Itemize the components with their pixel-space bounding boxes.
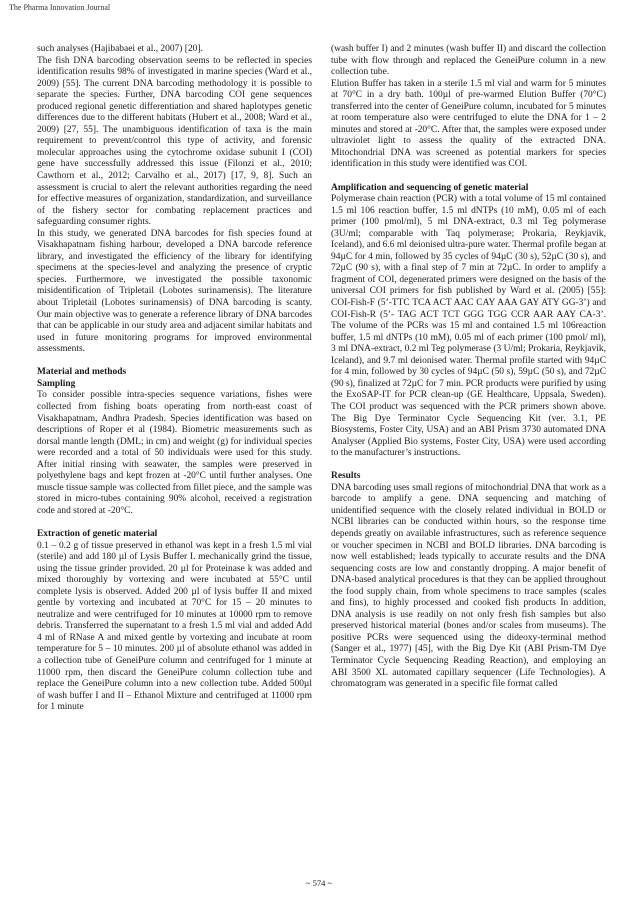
paragraph: (wash buffer I) and 2 minutes (wash buffer II) and discard the collection tube with flow through and replaced the GeneiPure column in a new collection tube. [331, 44, 606, 78]
paragraph: DNA barcoding uses small regions of mitochondrial DNA that work as a barcode to amplify a gene. DNA sequencing and matching of unidentified sequence with the closely related individual in BOLD or NCBI libraries can be conducted within hours, so the response time depends greatly on available infrastructures, such as reference sequence or voucher specimen in NCBI and BOLD libraries. DNA barcoding is now well established; leads typically to accurate results and the DNA sequencing costs are low and constantly dropping. A major benefit of DNA-based analytical procedures is that they can be applied throughout the food supply chain, from whole specimens to trace samples (scales and fins), to highly processed and cooked fish products In addition, DNA analysis is use readily on not only fresh fish samples but also preserved historical material (bones and/or scales from museums). The positive PCRs were sequenced using the dideoxy-terminal method (Sanger et al., 1977) [45], with the Big Dye Kit (ABI Prism-TM Dye Terminator Cycle Sequencing Reading Reaction), and employing an ABI 3500 XL automated capillary sequencer (Life Technologies). A chromatogram was generated in a specific file format called [331, 482, 606, 690]
journal-header: The Pharma Innovation Journal [9, 3, 111, 12]
paragraph: Elution Buffer has taken in a sterile 1.5 ml vial and warm for 5 minutes at 70°C in a dry bath. 100µl of pre-warmed Elution Buffer (70°C) transferred into the center of GeneiPure column, incubated for 5 minutes at room temperature also were centrifuged to elute the DNA for 1 – 2 minutes and stored at -20°C. After that, the samples were exposed under ultraviolet light to assess the quality of the extracted DNA. Mitochondrial DNA was screened as potential markers for species identification in this study were identified was COI. [331, 78, 606, 170]
paragraph: The fish DNA barcoding observation seems to be reflected in species identification results 98% of investigated in marine species (Ward et al., 2009) [55]. The current DNA barcoding methodology it is possible to separate the species. Further, DNA barcoding COI gene sequences produced regional genetic differentiation and shared haplotypes genetic differences due to the different habitats (Hubert et al., 2008; Ward et al., 2009) [27, 55]. The unambiguous identification of taxa is the main requirement to prevent/control this type of activity, and forensic molecular approaches using the cytochrome oxidase subunit I (COI) gene have successfully addressed this issue (Filonzi et al., 2010; Cawthorn et al., 2012; Carvalho et al., 2017) [17, 9, 8]. Such an assessment is crucial to alert the relevant authorities regarding the need for effective measures of organization, standardization, and surveillance of the fishery sector for combating replacement practices and safeguarding consumer rights. [37, 55, 312, 228]
right-column [331, 44, 606, 691]
section-heading-methods: Material and methods [37, 367, 127, 378]
subsection-heading-sampling: Sampling [37, 378, 76, 389]
paragraph: such analyses (Hajibabaei et al., 2007) [20]. [37, 44, 203, 54]
page-number: ~ 574 ~ [305, 878, 333, 888]
paragraph: Polymerase chain reaction (PCR) with a total volume of 15 ml contained 1.5 ml 106 reaction buffer, 1.5 ml dNTPs (10 mM), 0.05 ml of each primer (100 pmol/ml), 5 ml DNA-extract, 0.3 ml Teg polymerase (3U/ml; comparable with Taq polymerase; Prokaria, Reykjavik, Iceland), and 6.6 ml deionised ultra-pure water. Thermal profile began at 94µC for 4 min, followed by 35 cycles of 94µC (30 s), 52µC (30 s), and 72µC (90 s), with a final step of 7 min at 72µC. In order to amplify a fragment of COI, degenerated primers were designed on the basis of the universal COI primers for fish published by Ward et al. (2005) [55]: COI-Fish-F (5’-TTC TCA ACT AAC CAY AAA GAY ATY GG-3’) and COI-Fish-R (5’- TAG ACT TCT GGG TGG CCR AAR AAY CA-3’. The volume of the PCRs was 15 ml and contained 1.5 ml 106reaction buffer, 1.5 ml dNTPs (10 mM), 0.05 ml of each primer (100 pmol/ ml), 3 ml DNA-extract, 0.2 ml Teg polymerase (3 U/ml; Prokaria, Reykjavik, Iceland), and 9.7 ml deionised water. Thermal profile started with 94µC for 4 min, followed by 30 cycles of 94µC (50 s), 59µC (50 s), and 72µC (90 s), finalized at 72µC for 7 min. PCR products were purified by using the ExoSAP-IT for PCR clean-up (GE Healthcare, Uppsala, Sweden). The COI product was sequenced with the PCR primers shown above. The Big Dye Terminator Cycle Sequencing Kit (ver. 3.1, PE Biosystems, Foster City, USA) and an ABI Prism 3730 automated DNA Analyser (Applied Bio systems, Foster City, USA) were used according to the manufacturer’s instructions. [331, 194, 606, 459]
paragraph: In this study, we generated DNA barcodes for fish species found at Visakhapatnam fishing harbour, developed a DNA barcode reference library, and investigated the efficiency of the library for identifying specimens at the species-level and analyzing the presence of cryptic species. Furthermore, we investigated the possible taxonomic misidentification of Tripletail (Lobotes surinamensis). The literature about Tripletail (Lobotes surinamensis) of DNA barcoding is scanty. Our main objective was to generate a reference library of DNA barcodes that can be applicable in our study area and adjacent similar habitats and used in future monitoring programs for improved environmental assessments. [37, 228, 312, 355]
subsection-heading-amplification: Amplification and sequencing of genetic material [331, 182, 529, 193]
section-heading-results: Results [331, 471, 361, 482]
left-column [37, 44, 312, 714]
subsection-heading-extraction: Extraction of genetic material [37, 528, 158, 539]
paragraph: To consider possible intra-species sequence variations, fishes were collected from fishing boats operating from north-east coast of Visakhapatnam, Andhra Pradesh. Species identification was based on descriptions of Roper et al (1984). Biometric measurements such as dorsal mantle length (DML; in cm) and weight (g) for individual species were recorded and a total of 50 individuals were used for this study. After initial rinsing with seawater, the samples were preserved in polyethylene bags and kept frozen at -20°C until further analyses. One muscle tissue sample was collected from fillet piece, and the sample was stored in micro-tubes containing 90% alcohol, received a registration code and stored at -20°C. [37, 390, 312, 516]
paragraph: 0.1 – 0.2 g of tissue preserved in ethanol was kept in a fresh 1.5 ml vial (sterile) and add 180 µl of Lysis Buffer I. mechanically grind the tissue, using the tissue grinder provided. 20 µl for Proteinase k was added and mixed thoroughly by vortexing and were incubated at 55°C until complete lysis is observed. Added 200 µl of lysis buffer II and mixed gentle by vortexing and incubated at 70°C for 15 – 20 minutes to neutralize and were centrifuged for 10 minutes at 10000 rpm to remove debris. Transferred the supernatant to a fresh 1.5 ml vial and added Add 4 ml of RNase A and mixed gentle by vortexing and incubate at room temperature for 5 – 10 minutes. 200 µl of absolute ethanol was added in a collection tube of GeneiPure column and centrifuged for 1 minute at 11000 rpm, then discard the GeneiPure column collection tube and replace the GeneiPure column into a new collection tube. Added 500µl of wash buffer I and II – Ethanol Mixture and centrifuged at 11000 rpm for 1 minute [37, 540, 312, 713]
